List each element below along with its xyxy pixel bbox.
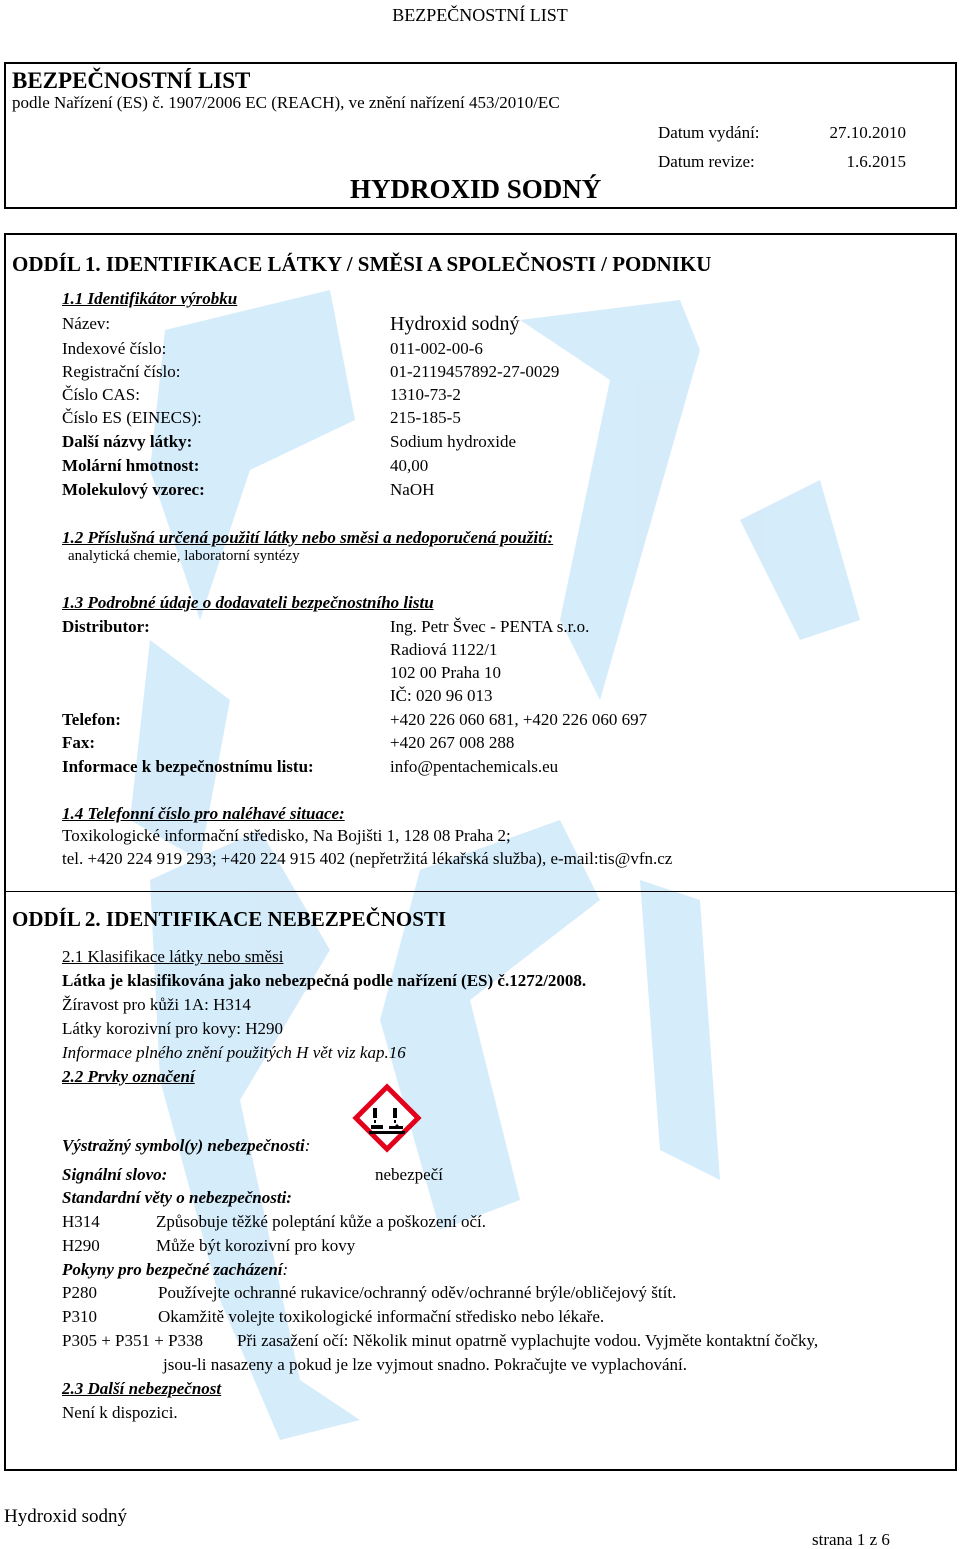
product-title: HYDROXID SODNÝ [350,174,602,204]
subsection-1-3-heading: 1.3 Podrobné údaje o dodavateli bezpečnostního listu [62,593,434,612]
footer-product-name: Hydroxid sodný [4,1506,127,1527]
registration-number-value: 01-2119457892-27-0029 [390,362,560,381]
classification-metal-corrosion: Látky korozivní pro kovy: H290 [62,1019,283,1038]
emergency-line-2: tel. +420 224 919 293; +420 224 915 402 (nepřetržitá lékařská služba), e-mail:tis@vfn.cz [62,849,673,868]
other-names-value: Sodium hydroxide [390,432,517,451]
phone-label: Telefon: [62,710,121,729]
molar-mass-label: Molární hmotnost: [62,456,200,475]
classification-skin-corrosion: Žíravost pro kůži 1A: H314 [62,995,251,1014]
subsection-2-1-heading: 2.1 Klasifikace látky nebo směsi [62,947,284,966]
distributor-label: Distributor: [62,617,150,636]
cas-number-value: 1310-73-2 [390,385,461,404]
sds-info-label: Informace k bezpečnostnímu listu: [62,757,314,776]
regulation-text: podle Nařízení (ES) č. 1907/2006 EC (REACH), ve znění nařízení 453/2010/EC [12,93,560,112]
issue-date-label: Datum vydání: [658,123,760,142]
subsection-1-2-heading: 1.2 Příslušná určená použití látky nebo směsi a nedoporučená použití: [62,528,554,547]
section-2-heading: ODDÍL 2. IDENTIFIKACE NEBEZPEČNOSTI [12,907,447,931]
precaution-text-p305-line-1: Při zasažení očí: Několik minut opatrně vyplachujte vodou. Vyjměte kontaktní čočky, [237,1331,819,1350]
h-phrase-note: Informace plného znění použitých H vět viz kap.16 [62,1043,406,1062]
other-names-label: Další názvy látky: [62,432,193,451]
classification-statement: Látka je klasifikována jako nebezpečná podle nařízení (ES) č.1272/2008. [62,971,587,990]
name-value: Hydroxid sodný [390,313,520,335]
precaution-text-p310: Okamžitě volejte toxikologické informační středisko nebo lékaře. [158,1307,605,1326]
document-title: BEZPEČNOSTNÍ LIST [12,68,251,93]
hazard-statements-heading: Standardní věty o nebezpečnosti: [62,1188,292,1207]
precaution-text-p280: Používejte ochranné rukavice/ochranný oděv/ochranné brýle/obličejový štít. [158,1283,677,1302]
phone-value: +420 226 060 681, +420 226 060 697 [390,710,648,729]
signal-word-value: nebezpečí [375,1165,443,1184]
ec-number-value: 215-185-5 [390,408,461,427]
molecular-formula-label: Molekulový vzorec: [62,480,205,499]
subsection-1-4-heading: 1.4 Telefonní číslo pro naléhavé situace: [62,804,345,823]
distributor-city: 102 00 Praha 10 [390,663,501,682]
subsection-1-1-heading: 1.1 Identifikátor výrobku [62,289,238,308]
identified-uses-text: analytická chemie, laboratorní syntézy [68,548,300,564]
cas-number-label: Číslo CAS: [62,385,140,404]
ghs05-corrosion-icon [351,1082,423,1154]
precaution-text-p305-line-2: jsou-li nasazeny a pokud je lze vyjmout snadno. Pokračujte ve vyplachování. [163,1355,688,1374]
section-1-heading: ODDÍL 1. IDENTIFIKACE LÁTKY / SMĚSI A SPOLEČNOSTI / PODNIKU [12,252,712,276]
revision-date-value: 1.6.2015 [846,152,906,171]
hazard-text-h290: Může být korozivní pro kovy [156,1236,356,1255]
emergency-line-1: Toxikologické informační středisko, Na Bojišti 1, 128 08 Praha 2; [62,826,511,845]
footer-page-number: strana 1 z 6 [812,1530,890,1549]
molar-mass-value: 40,00 [390,456,429,475]
sds-info-email[interactable]: info@pentachemicals.eu [390,757,559,776]
precaution-code-p310: P310 [62,1307,97,1326]
pictogram-label-text: Výstražný symbol(y) nebezpečnosti [62,1136,305,1155]
subsection-2-3-heading: 2.3 Další nebezpečnost [62,1379,222,1398]
fax-label: Fax: [62,733,96,752]
hazard-code-h290: H290 [62,1236,100,1255]
index-number-value: 011-002-00-6 [390,339,483,358]
precaution-code-p305: P305 + P351 + P338 [62,1331,204,1350]
ec-number-label: Číslo ES (EINECS): [62,408,202,427]
precautionary-heading-colon: : [282,1260,289,1279]
pictogram-label-colon: : [304,1136,311,1155]
molecular-formula-value: NaOH [390,480,435,499]
distributor-id: IČ: 020 96 013 [390,686,493,705]
distributor-name: Ing. Petr Švec - PENTA s.r.o. [390,617,590,636]
other-hazards-text: Není k dispozici. [62,1403,178,1422]
index-number-label: Indexové číslo: [62,339,167,358]
precaution-code-p280: P280 [62,1283,97,1302]
signal-word-label: Signální slovo: [62,1165,168,1184]
pictogram-label [62,1137,310,1154]
fax-value: +420 267 008 288 [390,733,515,752]
precautionary-heading-text: Pokyny pro bezpečné zacházení [62,1260,283,1279]
distributor-street: Radiová 1122/1 [390,640,498,659]
issue-date-value: 27.10.2010 [829,123,906,142]
subsection-2-2-heading: 2.2 Prvky označení [62,1067,195,1086]
running-header: BEZPEČNOSTNÍ LIST [392,5,568,25]
hazard-code-h314: H314 [62,1212,100,1231]
revision-date-label: Datum revize: [658,152,755,171]
precautionary-heading [62,1261,288,1278]
name-label: Název: [62,314,111,333]
hazard-text-h314: Způsobuje těžké poleptání kůže a poškození očí. [156,1212,486,1231]
registration-number-label: Registrační číslo: [62,362,181,381]
